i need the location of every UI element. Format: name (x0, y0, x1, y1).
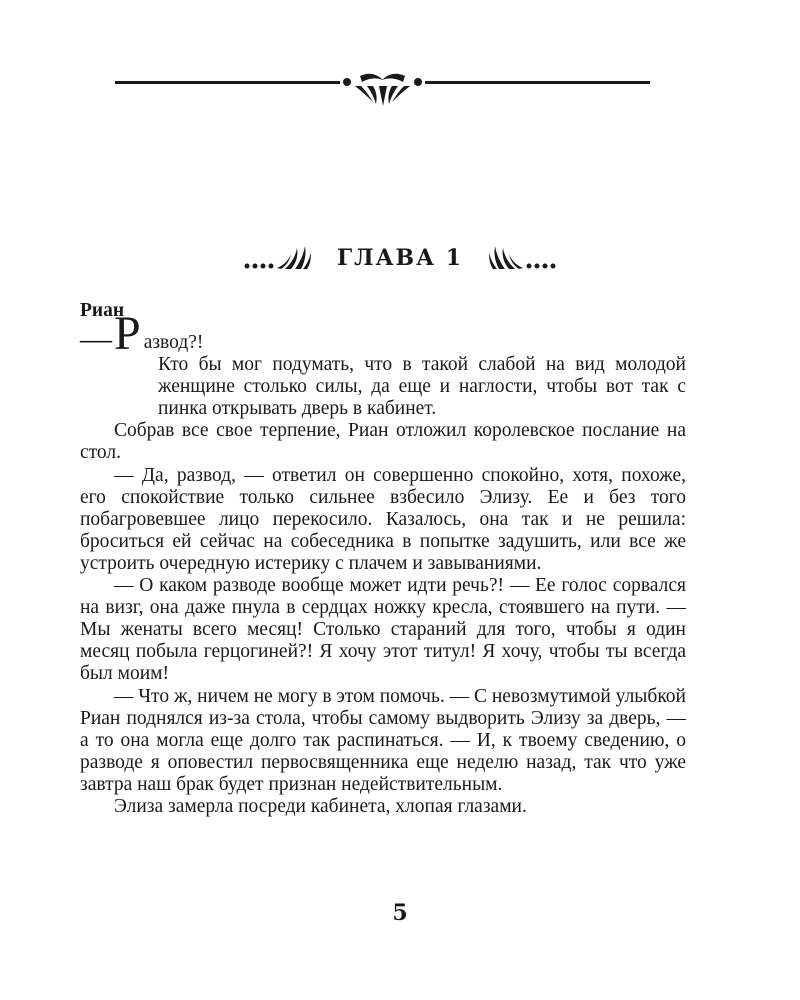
paragraph: Элиза замерла посреди кабинета, хлопая глазами. (114, 795, 527, 817)
page-number: 5 (392, 900, 408, 926)
paragraph: — Да, развод, — ответил он совершенно спокойно, хотя, похоже, его спокойствие только сильнее взбесило Элизу. Ее и без того побагровевшее лицо перекосило. Казалось, она так и не решила: броситься ей сейчас на собеседника в попытке задушить, или все же устроить очередную истерику с плачем и завываниями. (80, 464, 686, 574)
dropcap-letter: Р (114, 307, 141, 361)
paragraph: — Что ж, ничем не могу в этом помочь. — С невозмутимой улыбкой Риан поднялся из-за стола, чтобы самому выдворить Элизу за дверь, — а то она могла еще долго так распинаться. — И, к твоему сведению, о разводе я оповестил первосвященника еще неделю назад, так что уже завтра наш брак будет признан недействительным. (80, 685, 686, 795)
first-paragraph-text: Кто бы мог подумать, что в такой слабой на вид молодой женщине столько силы, да еще и наглости, чтобы вот так с пинка открывать дверь в кабинет. (158, 354, 686, 420)
chapter-text (80, 300, 686, 818)
chapter-heading (0, 238, 800, 278)
character-name: Риан (80, 300, 125, 321)
left-heading-ornament (241, 242, 313, 274)
chapter-title: ГЛАВА 1 (336, 245, 464, 271)
first-word-rest: азвод?! (143, 332, 204, 353)
top-ornament (115, 64, 650, 108)
right-heading-ornament (487, 242, 559, 274)
paragraph: — О каком разводе вообще может идти речь?! — Ее голос сорвался на визг, она даже пнула в сердцах ножку кресла, стоявшего на пути. — Мы женаты всего месяц! Столько стараний для того, чтобы я один месяц побыла герцогиней?! Я хочу этот титул! Я хочу, чтобы ты всегда был моим! (80, 575, 686, 685)
dropcap-dash: — (80, 320, 112, 357)
paragraph: Собрав все свое терпение, Риан отложил королевское послание на стол. (80, 420, 686, 464)
